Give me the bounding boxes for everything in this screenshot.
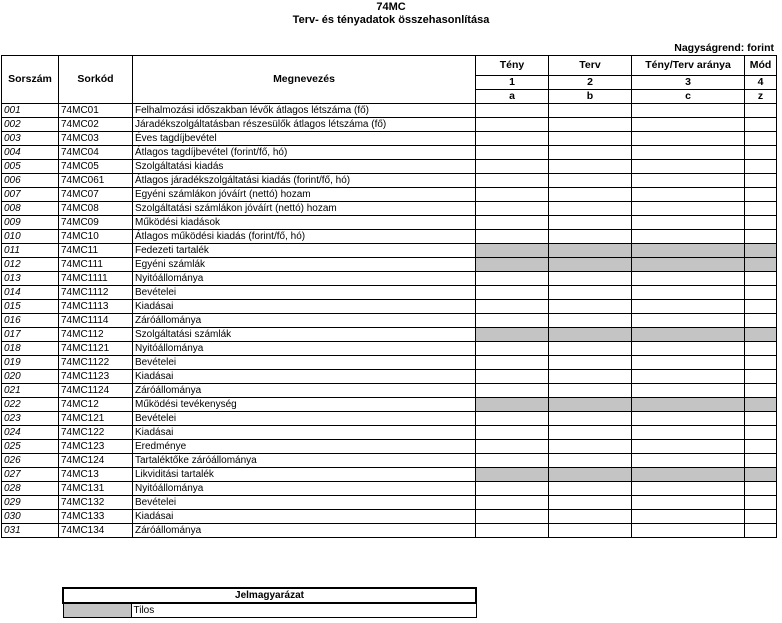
- table-row: [2, 118, 777, 132]
- row-serial: 028: [2, 482, 59, 496]
- cell-terv[interactable]: [549, 146, 632, 160]
- cell-terv[interactable]: [549, 202, 632, 216]
- row-code: 74MC01: [59, 104, 133, 118]
- legend-title: Jelmagyarázat: [63, 588, 476, 603]
- table-row: [2, 174, 777, 188]
- cell-teny[interactable]: [476, 216, 549, 230]
- row-name: Felhalmozási időszakban lévők átlagos létszáma (fő): [133, 104, 476, 118]
- row-serial: 004: [2, 146, 59, 160]
- cell-teny[interactable]: [476, 118, 549, 132]
- cell-arany[interactable]: [632, 482, 745, 496]
- header-col-number: 1: [476, 76, 549, 90]
- table-row: [2, 468, 777, 482]
- row-serial: 006: [2, 174, 59, 188]
- cell-mod[interactable]: [745, 244, 777, 258]
- row-code: 74MC11: [59, 244, 133, 258]
- cell-teny[interactable]: [476, 244, 549, 258]
- table-row: [2, 230, 777, 244]
- cell-terv[interactable]: [549, 426, 632, 440]
- cell-terv[interactable]: [549, 398, 632, 412]
- table-row: [2, 216, 777, 230]
- row-name: Egyéni számlák: [133, 258, 476, 272]
- cell-teny[interactable]: [476, 132, 549, 146]
- cell-arany[interactable]: [632, 440, 745, 454]
- cell-mod[interactable]: [745, 230, 777, 244]
- cell-mod[interactable]: [745, 426, 777, 440]
- header-mod: Mód: [745, 56, 777, 76]
- cell-teny[interactable]: [476, 160, 549, 174]
- cell-teny[interactable]: [476, 510, 549, 524]
- row-name: Átlagos járadékszolgáltatási kiadás (forint/fő, hó): [133, 174, 476, 188]
- row-name: Kiadásai: [133, 426, 476, 440]
- table-row: [2, 370, 777, 384]
- table-row: [2, 482, 777, 496]
- row-serial: 031: [2, 524, 59, 538]
- cell-arany[interactable]: [632, 174, 745, 188]
- row-serial: 007: [2, 188, 59, 202]
- cell-terv[interactable]: [549, 468, 632, 482]
- cell-terv[interactable]: [549, 510, 632, 524]
- header-col-letter: b: [549, 90, 632, 104]
- row-name: Szolgáltatási kiadás: [133, 160, 476, 174]
- cell-arany[interactable]: [632, 510, 745, 524]
- cell-terv[interactable]: [549, 328, 632, 342]
- cell-arany[interactable]: [632, 426, 745, 440]
- row-code: 74MC12: [59, 398, 133, 412]
- cell-arany[interactable]: [632, 412, 745, 426]
- row-name: Záróállománya: [133, 524, 476, 538]
- row-serial: 005: [2, 160, 59, 174]
- row-serial: 002: [2, 118, 59, 132]
- table-body: [2, 104, 777, 538]
- table-row: [2, 328, 777, 342]
- legend-label: Tilos: [131, 603, 476, 618]
- cell-teny[interactable]: [476, 440, 549, 454]
- row-name: Nyitóállománya: [133, 482, 476, 496]
- row-name: Bevételei: [133, 286, 476, 300]
- form-subtitle: Terv- és tényadatok összehasonlítása: [292, 14, 490, 26]
- row-name: Nyitóállománya: [133, 342, 476, 356]
- row-serial: 013: [2, 272, 59, 286]
- cell-teny[interactable]: [476, 174, 549, 188]
- row-serial: 016: [2, 314, 59, 328]
- header-teny: Tény: [476, 56, 549, 76]
- table-row: [2, 244, 777, 258]
- form-code-title: 74MC: [376, 1, 406, 13]
- cell-terv[interactable]: [549, 412, 632, 426]
- cell-mod[interactable]: [745, 216, 777, 230]
- cell-teny[interactable]: [476, 300, 549, 314]
- row-name: Kiadásai: [133, 300, 476, 314]
- row-name: Egyéni számlákon jóváírt (nettó) hozam: [133, 188, 476, 202]
- cell-mod[interactable]: [745, 468, 777, 482]
- header-sorszam: Sorszám: [2, 56, 59, 104]
- cell-teny[interactable]: [476, 188, 549, 202]
- cell-arany[interactable]: [632, 342, 745, 356]
- cell-mod[interactable]: [745, 496, 777, 510]
- table-row: [2, 356, 777, 370]
- row-code: 74MC1112: [59, 286, 133, 300]
- cell-arany[interactable]: [632, 454, 745, 468]
- row-code: 74MC132: [59, 496, 133, 510]
- cell-arany[interactable]: [632, 258, 745, 272]
- cell-mod[interactable]: [745, 412, 777, 426]
- cell-teny[interactable]: [476, 412, 549, 426]
- cell-terv[interactable]: [549, 104, 632, 118]
- row-code: 74MC133: [59, 510, 133, 524]
- cell-terv[interactable]: [549, 496, 632, 510]
- cell-mod[interactable]: [745, 258, 777, 272]
- cell-arany[interactable]: [632, 272, 745, 286]
- cell-teny[interactable]: [476, 496, 549, 510]
- row-name: Záróállománya: [133, 314, 476, 328]
- cell-mod[interactable]: [745, 300, 777, 314]
- cell-terv[interactable]: [549, 160, 632, 174]
- cell-mod[interactable]: [745, 118, 777, 132]
- row-serial: 029: [2, 496, 59, 510]
- table-row: [2, 188, 777, 202]
- cell-teny[interactable]: [476, 202, 549, 216]
- cell-arany[interactable]: [632, 146, 745, 160]
- cell-terv[interactable]: [549, 132, 632, 146]
- row-serial: 019: [2, 356, 59, 370]
- cell-teny[interactable]: [476, 342, 549, 356]
- cell-terv[interactable]: [549, 272, 632, 286]
- cell-terv[interactable]: [549, 258, 632, 272]
- row-serial: 011: [2, 244, 59, 258]
- row-code: 74MC02: [59, 118, 133, 132]
- cell-teny[interactable]: [476, 524, 549, 538]
- row-name: Záróállománya: [133, 384, 476, 398]
- row-code: 74MC1122: [59, 356, 133, 370]
- table-row: [2, 496, 777, 510]
- cell-arany[interactable]: [632, 244, 745, 258]
- row-name: Nyitóállománya: [133, 272, 476, 286]
- cell-arany[interactable]: [632, 132, 745, 146]
- cell-mod[interactable]: [745, 146, 777, 160]
- data-table: [1, 55, 777, 538]
- row-name: Bevételei: [133, 496, 476, 510]
- table-row: [2, 426, 777, 440]
- table-row: [2, 412, 777, 426]
- cell-mod[interactable]: [745, 104, 777, 118]
- row-serial: 003: [2, 132, 59, 146]
- cell-terv[interactable]: [549, 384, 632, 398]
- row-serial: 020: [2, 370, 59, 384]
- table-row: [2, 132, 777, 146]
- row-code: 74MC111: [59, 258, 133, 272]
- row-name: Működési kiadások: [133, 216, 476, 230]
- scale-note: Nagyságrend: forint: [674, 42, 774, 54]
- cell-terv[interactable]: [549, 524, 632, 538]
- table-row: [2, 440, 777, 454]
- cell-mod[interactable]: [745, 342, 777, 356]
- header-terv: Terv: [549, 56, 632, 76]
- row-code: 74MC1121: [59, 342, 133, 356]
- cell-arany[interactable]: [632, 216, 745, 230]
- row-serial: 027: [2, 468, 59, 482]
- header-col-letter: a: [476, 90, 549, 104]
- row-serial: 021: [2, 384, 59, 398]
- row-name: Bevételei: [133, 412, 476, 426]
- cell-arany[interactable]: [632, 160, 745, 174]
- table-row: [2, 384, 777, 398]
- cell-teny[interactable]: [476, 370, 549, 384]
- row-serial: 030: [2, 510, 59, 524]
- row-serial: 009: [2, 216, 59, 230]
- cell-terv[interactable]: [549, 482, 632, 496]
- row-code: 74MC1111: [59, 272, 133, 286]
- cell-teny[interactable]: [476, 398, 549, 412]
- table-row: [2, 300, 777, 314]
- table-row: [2, 314, 777, 328]
- row-name: Eredménye: [133, 440, 476, 454]
- cell-terv[interactable]: [549, 188, 632, 202]
- row-code: 74MC1113: [59, 300, 133, 314]
- row-serial: 022: [2, 398, 59, 412]
- cell-terv[interactable]: [549, 342, 632, 356]
- cell-terv[interactable]: [549, 314, 632, 328]
- table-row: [2, 202, 777, 216]
- row-serial: 018: [2, 342, 59, 356]
- header-col-number: 2: [549, 76, 632, 90]
- row-name: Átlagos működési kiadás (forint/fő, hó): [133, 230, 476, 244]
- cell-teny[interactable]: [476, 468, 549, 482]
- cell-teny[interactable]: [476, 258, 549, 272]
- cell-arany[interactable]: [632, 314, 745, 328]
- table-row: [2, 160, 777, 174]
- cell-terv[interactable]: [549, 300, 632, 314]
- cell-arany[interactable]: [632, 188, 745, 202]
- cell-teny[interactable]: [476, 454, 549, 468]
- cell-terv[interactable]: [549, 286, 632, 300]
- cell-teny[interactable]: [476, 384, 549, 398]
- row-serial: 024: [2, 426, 59, 440]
- cell-arany[interactable]: [632, 384, 745, 398]
- cell-mod[interactable]: [745, 356, 777, 370]
- legend: [62, 587, 477, 618]
- cell-arany[interactable]: [632, 230, 745, 244]
- cell-arany[interactable]: [632, 104, 745, 118]
- cell-arany[interactable]: [632, 300, 745, 314]
- cell-terv[interactable]: [549, 244, 632, 258]
- table-row: [2, 104, 777, 118]
- cell-arany[interactable]: [632, 328, 745, 342]
- cell-terv[interactable]: [549, 216, 632, 230]
- row-name: Tartaléktőke záróállománya: [133, 454, 476, 468]
- cell-mod[interactable]: [745, 174, 777, 188]
- row-name: Szolgáltatási számlákon jóváírt (nettó) hozam: [133, 202, 476, 216]
- cell-arany[interactable]: [632, 524, 745, 538]
- cell-teny[interactable]: [476, 104, 549, 118]
- row-name: Kiadásai: [133, 510, 476, 524]
- row-name: Járadékszolgáltatásban részesülők átlagos létszáma (fő): [133, 118, 476, 132]
- cell-arany[interactable]: [632, 398, 745, 412]
- row-serial: 023: [2, 412, 59, 426]
- row-serial: 010: [2, 230, 59, 244]
- cell-teny[interactable]: [476, 286, 549, 300]
- cell-mod[interactable]: [745, 160, 777, 174]
- header-arany: Tény/Terv aránya: [632, 56, 745, 76]
- row-serial: 025: [2, 440, 59, 454]
- row-name: Fedezeti tartalék: [133, 244, 476, 258]
- cell-teny[interactable]: [476, 272, 549, 286]
- cell-terv[interactable]: [549, 174, 632, 188]
- row-code: 74MC08: [59, 202, 133, 216]
- row-serial: 017: [2, 328, 59, 342]
- cell-terv[interactable]: [549, 230, 632, 244]
- row-code: 74MC13: [59, 468, 133, 482]
- row-code: 74MC07: [59, 188, 133, 202]
- cell-teny[interactable]: [476, 426, 549, 440]
- row-code: 74MC1123: [59, 370, 133, 384]
- cell-terv[interactable]: [549, 440, 632, 454]
- row-serial: 014: [2, 286, 59, 300]
- cell-teny[interactable]: [476, 482, 549, 496]
- row-code: 74MC1114: [59, 314, 133, 328]
- cell-teny[interactable]: [476, 230, 549, 244]
- row-name: Működési tevékenység: [133, 398, 476, 412]
- cell-terv[interactable]: [549, 118, 632, 132]
- cell-arany[interactable]: [632, 118, 745, 132]
- row-name: Átlagos tagdíjbevétel (forint/fő, hó): [133, 146, 476, 160]
- header-megnevezes: Megnevezés: [133, 56, 476, 104]
- cell-mod[interactable]: [745, 524, 777, 538]
- row-code: 74MC123: [59, 440, 133, 454]
- table-row: [2, 286, 777, 300]
- cell-teny[interactable]: [476, 314, 549, 328]
- row-code: 74MC061: [59, 174, 133, 188]
- row-serial: 026: [2, 454, 59, 468]
- row-name: Szolgáltatási számlák: [133, 328, 476, 342]
- cell-arany[interactable]: [632, 496, 745, 510]
- cell-mod[interactable]: [745, 384, 777, 398]
- row-name: Kiadásai: [133, 370, 476, 384]
- cell-arany[interactable]: [632, 370, 745, 384]
- table-row: [2, 524, 777, 538]
- header-col-letter: z: [745, 90, 777, 104]
- row-code: 74MC122: [59, 426, 133, 440]
- cell-teny[interactable]: [476, 356, 549, 370]
- row-code: 74MC124: [59, 454, 133, 468]
- cell-mod[interactable]: [745, 188, 777, 202]
- row-serial: 015: [2, 300, 59, 314]
- cell-arany[interactable]: [632, 356, 745, 370]
- cell-mod[interactable]: [745, 314, 777, 328]
- row-code: 74MC112: [59, 328, 133, 342]
- cell-teny[interactable]: [476, 146, 549, 160]
- cell-mod[interactable]: [745, 286, 777, 300]
- row-code: 74MC05: [59, 160, 133, 174]
- cell-terv[interactable]: [549, 370, 632, 384]
- header-col-number: 3: [632, 76, 745, 90]
- cell-mod[interactable]: [745, 440, 777, 454]
- row-serial: 008: [2, 202, 59, 216]
- row-name: Likviditási tartalék: [133, 468, 476, 482]
- cell-teny[interactable]: [476, 328, 549, 342]
- row-code: 74MC10: [59, 230, 133, 244]
- row-name: Bevételei: [133, 356, 476, 370]
- cell-mod[interactable]: [745, 454, 777, 468]
- cell-mod[interactable]: [745, 272, 777, 286]
- cell-arany[interactable]: [632, 468, 745, 482]
- cell-mod[interactable]: [745, 370, 777, 384]
- header-sorkod: Sorkód: [59, 56, 133, 104]
- table-row: [2, 272, 777, 286]
- cell-mod[interactable]: [745, 202, 777, 216]
- table-row: [2, 398, 777, 412]
- cell-arany[interactable]: [632, 286, 745, 300]
- row-code: 74MC121: [59, 412, 133, 426]
- table-row: [2, 146, 777, 160]
- cell-mod[interactable]: [745, 510, 777, 524]
- table-row: [2, 510, 777, 524]
- cell-arany[interactable]: [632, 202, 745, 216]
- cell-mod[interactable]: [745, 398, 777, 412]
- cell-mod[interactable]: [745, 328, 777, 342]
- cell-mod[interactable]: [745, 132, 777, 146]
- row-serial: 001: [2, 104, 59, 118]
- cell-terv[interactable]: [549, 356, 632, 370]
- row-code: 74MC04: [59, 146, 133, 160]
- row-code: 74MC09: [59, 216, 133, 230]
- row-code: 74MC03: [59, 132, 133, 146]
- legend-swatch: [63, 603, 131, 618]
- table-row: [2, 342, 777, 356]
- table-row: [2, 454, 777, 468]
- table-row: [2, 258, 777, 272]
- cell-terv[interactable]: [549, 454, 632, 468]
- row-code: 74MC1124: [59, 384, 133, 398]
- header-col-letter: c: [632, 90, 745, 104]
- cell-mod[interactable]: [745, 482, 777, 496]
- row-name: Éves tagdíjbevétel: [133, 132, 476, 146]
- row-serial: 012: [2, 258, 59, 272]
- row-code: 74MC134: [59, 524, 133, 538]
- row-code: 74MC131: [59, 482, 133, 496]
- header-col-number: 4: [745, 76, 777, 90]
